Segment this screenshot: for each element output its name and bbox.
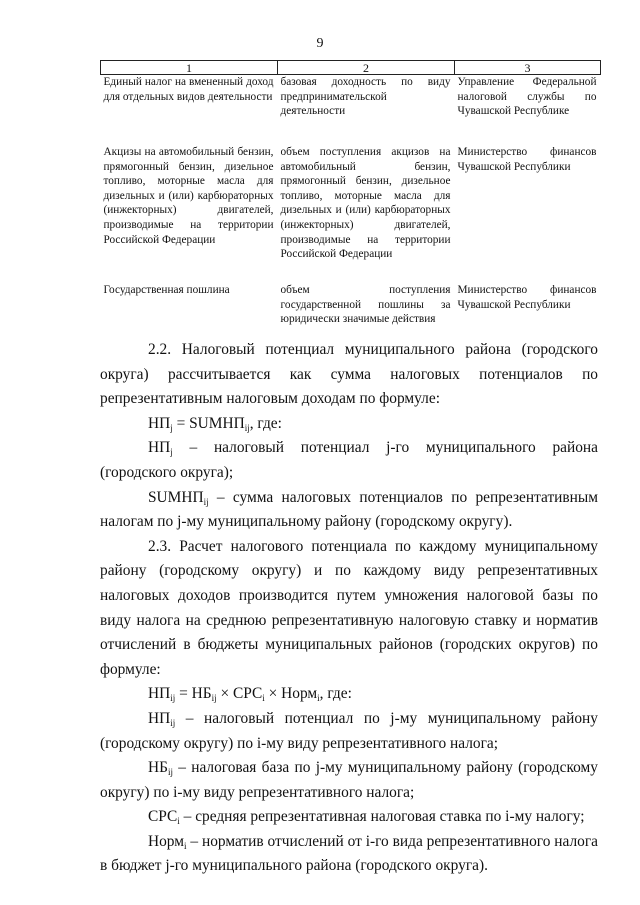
definition-term: СРС [148,808,178,826]
definition-np-ij [100,707,598,756]
definition-term: SUMНП [148,488,204,506]
formula-1 [100,412,598,437]
definition-src-i [100,805,598,830]
formula-subscript: j [170,422,173,433]
formula-subscript: ij [170,693,176,704]
formula-subscript: ij [203,496,209,507]
definition-text: – сумма налоговых потенциалов по репрезентативным налогам по j-му муниципальному району (городскому округу). [100,488,598,531]
formula-term: НП [148,414,171,432]
definition-text: – норматив отчислений от i-го вида репрезентативного налога в бюджет j-го муниципального района (городского округа). [100,832,598,875]
column-header-2: 2 [278,61,455,75]
formula-subscript: i [262,693,265,704]
formula-subscript: ij [211,693,217,704]
definition-text: – средняя репрезентативная налоговая ставка по i-му налогу; [179,808,585,826]
definition-term: НП [148,439,171,457]
formula-term: НП [148,685,171,703]
table-cell: Управление Федеральной налоговой службы по Чувашской Республике [457,76,597,118]
table-cell: объем поступления акцизов на автомобильный бензин, прямогонный бензин, дизельное топливо, моторные масла для дизельных и (или) карбюраторных (инжекторных) двигателей, производимые на территории Российской Федерации [280,146,451,261]
table-cell: Акцизы на автомобильный бензин, прямогонный бензин, дизельное топливо, моторные масла для дизельных и (или) карбюраторных (инжекторных) двигателей, производимые на территории Российской Федерации [103,146,274,246]
definition-nb-ij [100,756,598,805]
table-header-row [101,61,601,75]
formula-term: = SUMНП [172,414,245,432]
table-row [101,75,601,146]
table-cell: Государственная пошлина [103,284,230,296]
table-row [101,283,601,339]
definition-sumnp-ij [100,486,598,535]
formula-term: , где: [249,414,282,432]
paragraph-2-3: 2.3. Расчет налогового потенциала по каждому муниципальному району (городскому округу) и по каждому виду репрезентативных налоговых доходов производится путем умножения налоговой базы по виду налога на среднюю репрезентативную налоговую ставку и норматив отчислений в бюджеты муниципальных районов (городских округов) по формуле: [100,537,598,678]
formula-subscript: i [317,693,320,704]
formula-subscript: ij [167,767,173,778]
formula-subscript: i [177,816,180,827]
page-number: 9 [316,36,324,51]
formula-2 [100,682,598,707]
body-text [100,338,598,879]
formula-subscript: i [184,840,187,851]
table-cell: объем поступления государственной пошлины за юридически значимые действия [280,284,451,326]
definition-text: – налоговый потенциал по j-му муниципальному району (городскому округу) по i-му виду репрезентативного налога; [100,709,598,752]
tax-table [100,60,601,339]
table-cell: Единый налог на вмененный доход для отдельных видов деятельности [103,76,274,103]
definition-term: Норм [148,832,185,850]
definition-term: НП [148,709,171,727]
definition-text: – налоговый потенциал j-го муниципального района (городского округа); [100,439,598,481]
table-cell: Министерство финансов Чувашской Республики [457,284,597,311]
table-cell: базовая доходность по виду предпринимательской деятельности [280,76,451,118]
formula-subscript: ij [244,422,250,433]
definition-text: – налоговая база по j-му муниципальному району (городскому округу) по i-му виду репрезентативного налога; [100,759,598,801]
table-row [101,145,601,283]
definition-norm-i [100,830,598,879]
definition-np-j [100,436,598,485]
formula-subscript: ij [170,717,176,728]
column-header-3: 3 [455,61,601,75]
definition-term: НБ [148,759,168,777]
formula-term: = НБ [175,685,212,703]
column-header-1: 1 [101,61,278,75]
formula-term: × СРС [216,685,263,703]
formula-term: × Норм [264,685,318,703]
table-cell: Министерство финансов Чувашской Республики [457,146,597,173]
paragraph-2-2: 2.2. Налоговый потенциал муниципального района (городского округа) рассчитывается как сумма налоговых потенциалов по репрезентативным налоговым доходам по формуле: [100,341,598,408]
formula-term: , где: [319,685,352,703]
formula-subscript: j [170,447,173,458]
